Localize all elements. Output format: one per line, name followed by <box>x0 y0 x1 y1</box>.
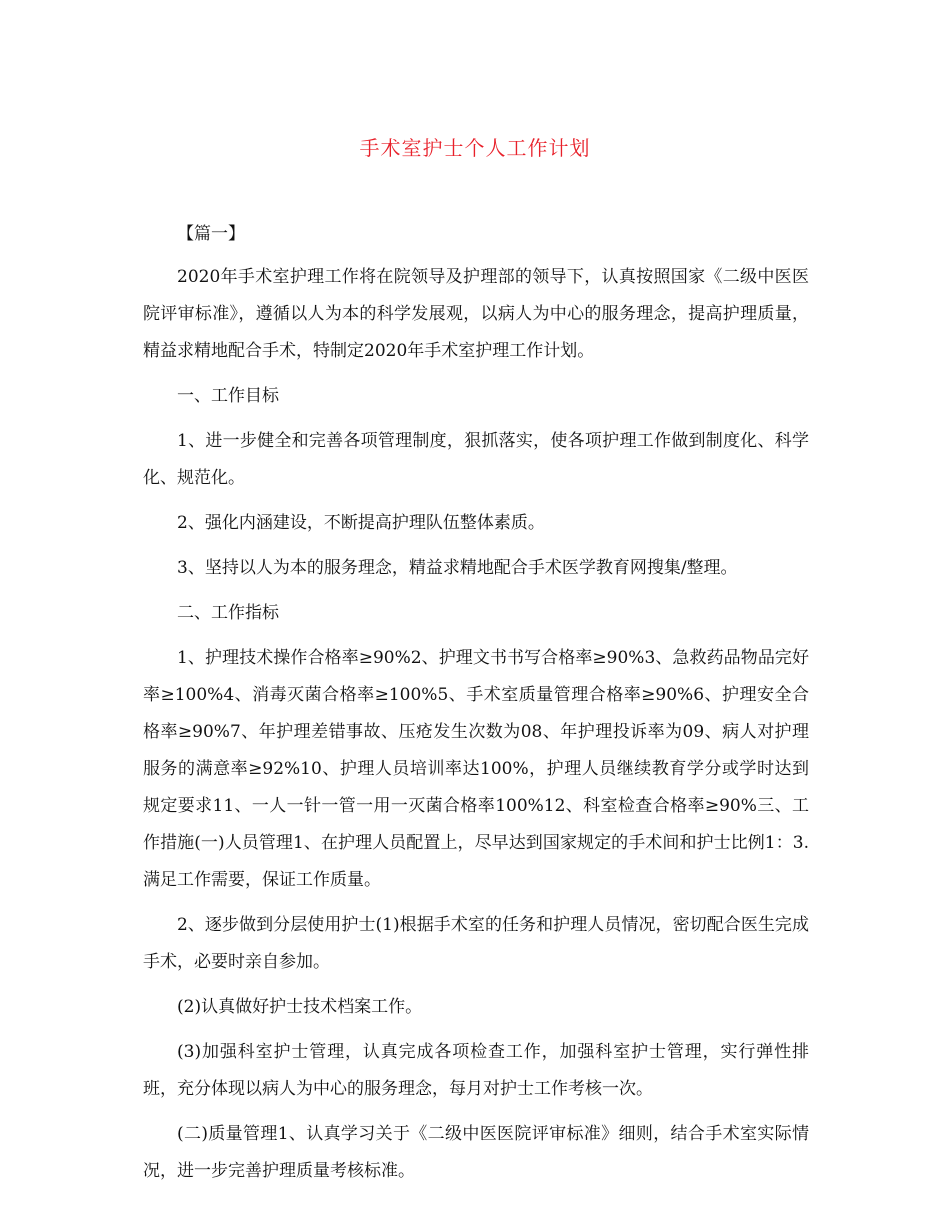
document-body <box>143 216 809 1198</box>
paragraph-goal-1: 1、进一步健全和完善各项管理制度，狠抓落实，使各项护理工作做到制度化、科学化、规范化。 <box>143 431 809 488</box>
paragraph-quality-management: (二)质量管理1、认真学习关于《二级中医医院评审标准》细则，结合手术室实际情况，进一步完善护理质量考核标准。 <box>143 1124 809 1181</box>
paragraph-tiered-nurses: 2、逐步做到分层使用护士(1)根据手术室的任务和护理人员情况，密切配合医生完成手术，必要时亲自参加。 <box>143 915 809 972</box>
paragraph-goal-2: 2、强化内涵建设，不断提高护理队伍整体素质。 <box>177 513 545 533</box>
paragraph-intro: 2020年手术室护理工作将在院领导及护理部的领导下，认真按照国家《二级中医医院评审标准》，遵循以人为本的科学发展观，以病人为中心的服务理念，提高护理质量，精益求精地配合手术，特制定2020年手术室护理工作计划。 <box>143 267 809 361</box>
document-title: 手术室护士个人工作计划 <box>359 136 591 160</box>
heading-work-goals: 一、工作目标 <box>177 386 279 406</box>
paragraph-goal-3: 3、坚持以人为本的服务理念，精益求精地配合手术医学教育网搜集/整理。 <box>177 558 738 578</box>
paragraph-indicators: 1、护理技术操作合格率≥90%2、护理文书书写合格率≥90%3、急救药品物品完好率≥100%4、消毒灭菌合格率≥100%5、手术室质量管理合格率≥90%6、护理安全合格率≥90%7、年护理差错事故、压疮发生次数为08、年护理投诉率为09、病人对护理服务的满意率≥92%10、护理人员培训率达100%，护理人员继续教育学分或学时达到规定要求11、一人一针一管一用一灭菌合格率100%12、科室检查合格率≥90%三、工作措施(一)人员管理1、在护理人员配置上，尽早达到国家规定的手术间和护士比例1：3.满足工作需要，保证工作质量。 <box>143 648 809 890</box>
paragraph-nurse-management: (3)加强科室护士管理，认真完成各项检查工作，加强科室护士管理，实行弹性排班，充分体现以病人为中心的服务理念，每月对护士工作考核一次。 <box>143 1042 809 1099</box>
paragraph-tech-archive: (2)认真做好护士技术档案工作。 <box>177 997 423 1017</box>
section-label: 【篇一】 <box>177 224 245 244</box>
heading-work-indicators: 二、工作指标 <box>177 603 279 623</box>
